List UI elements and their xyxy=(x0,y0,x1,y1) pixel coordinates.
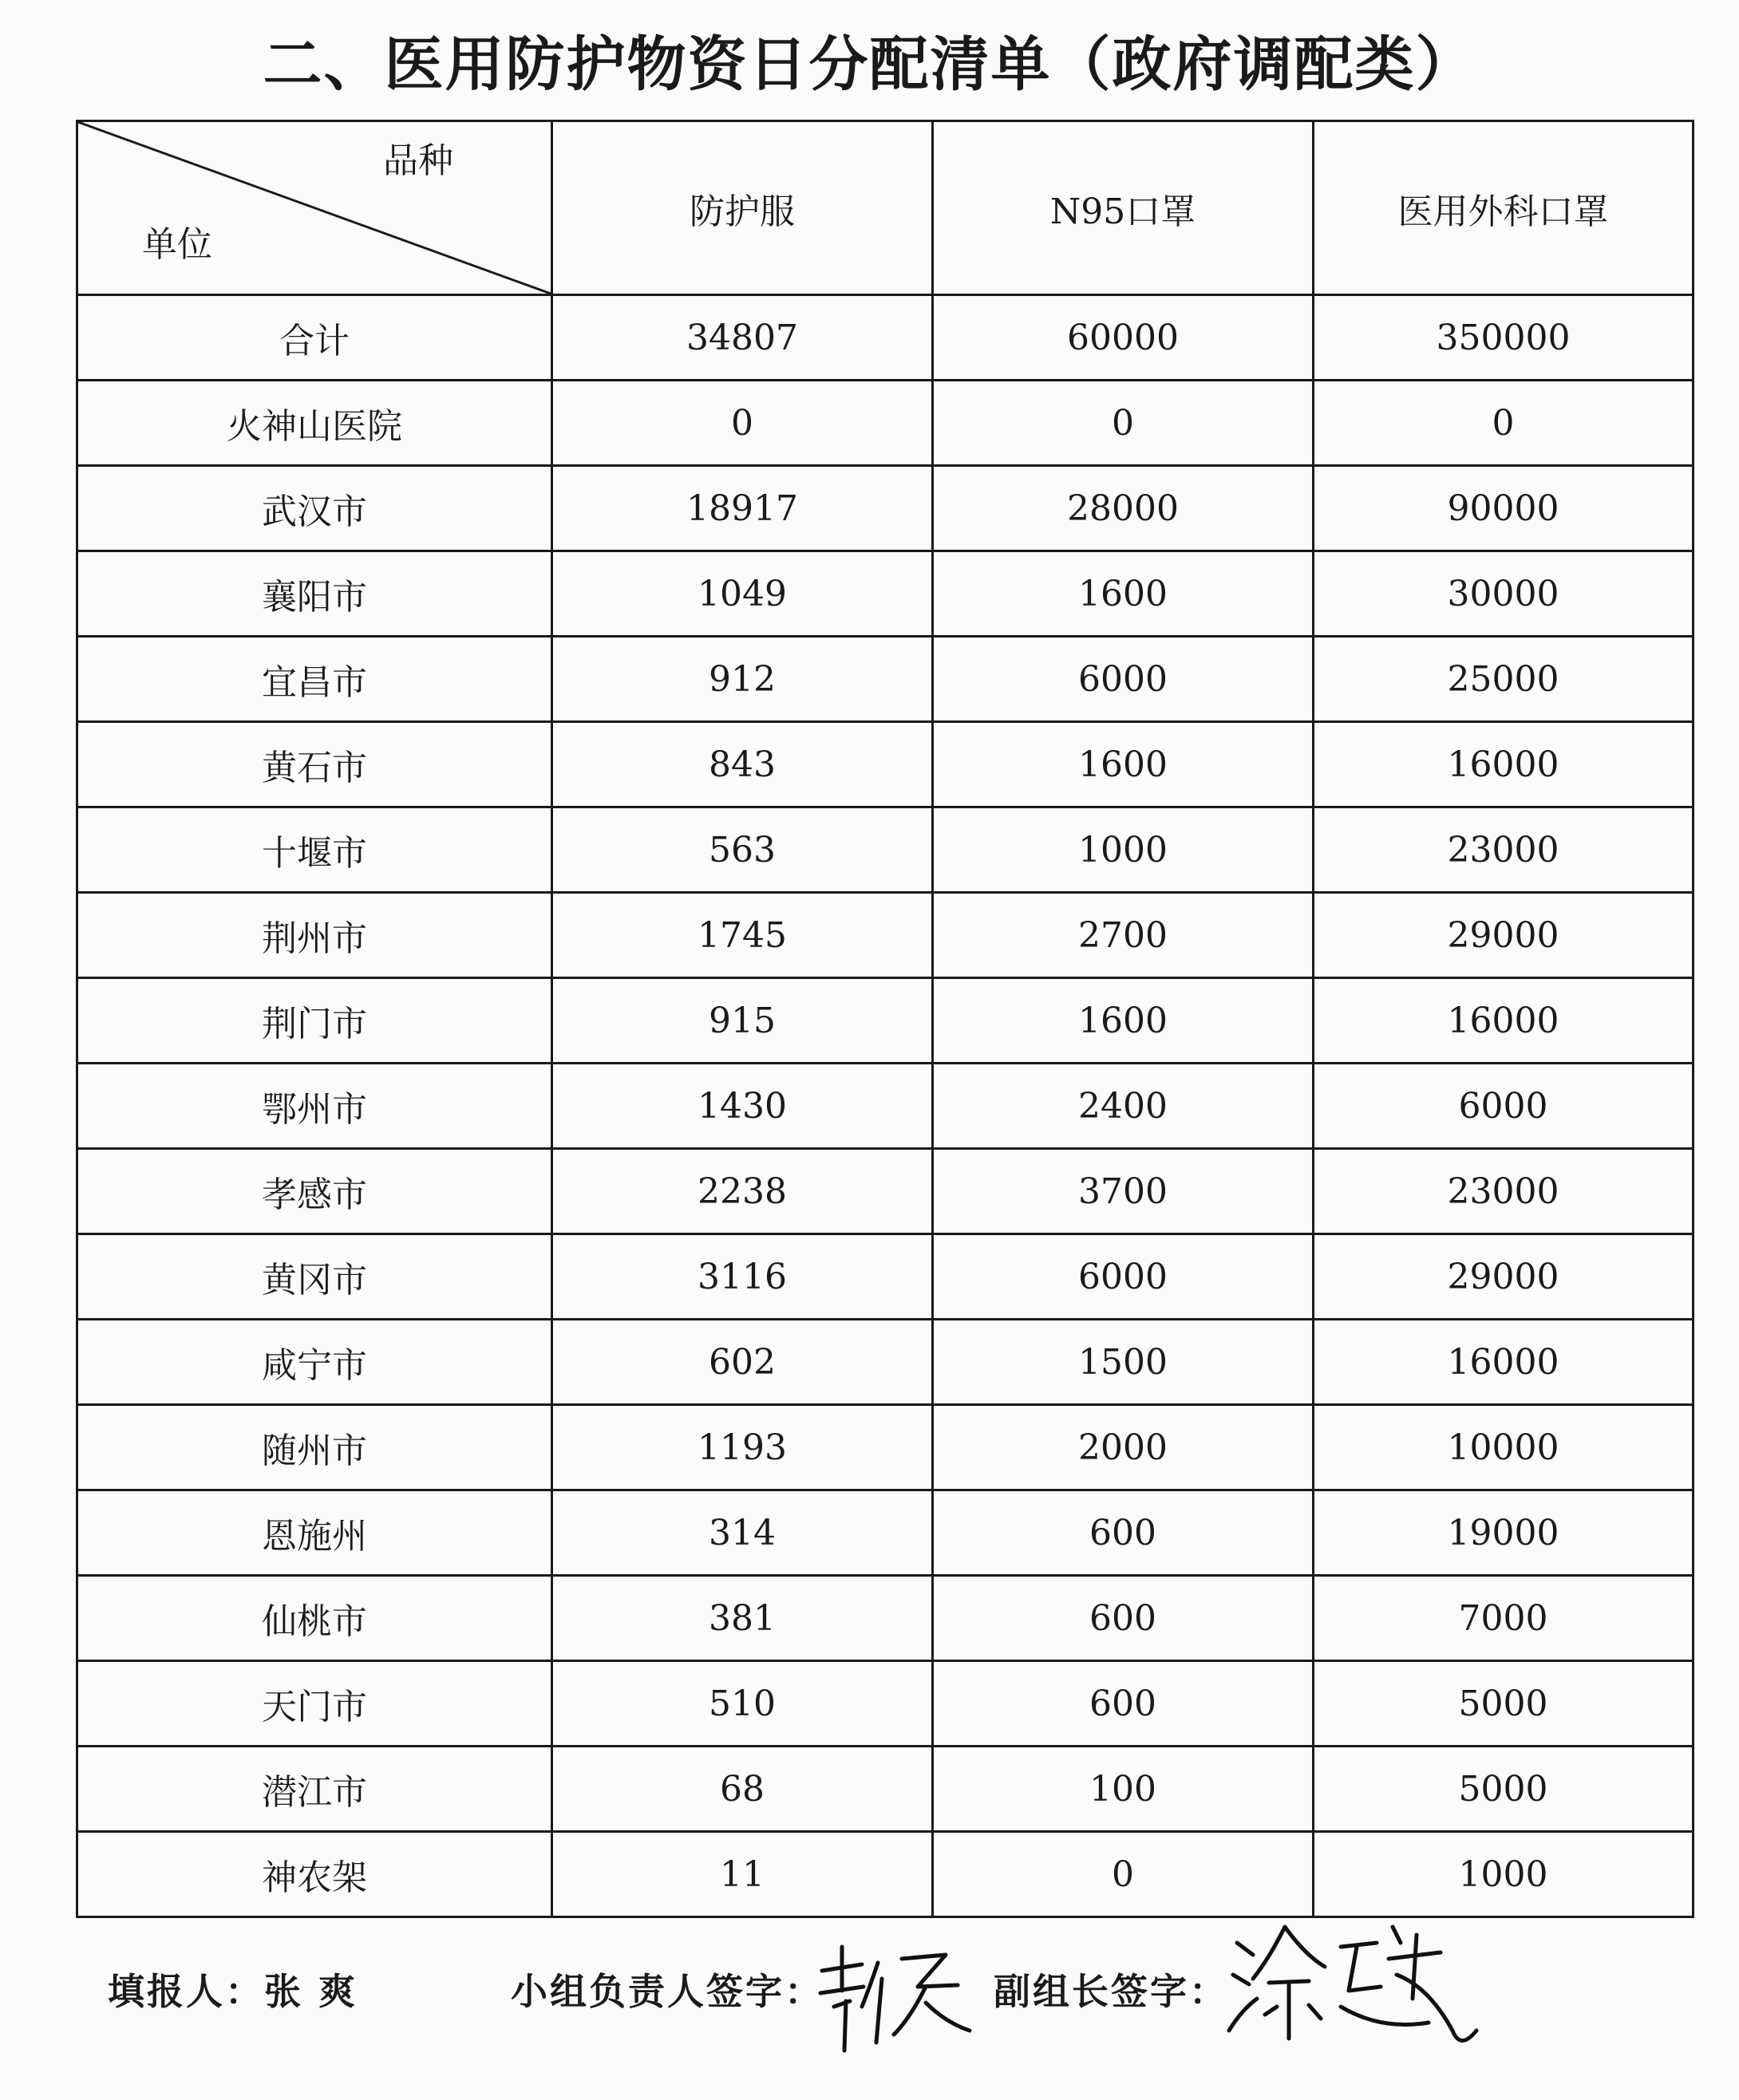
table-row xyxy=(77,1234,1694,1320)
value-cell: 563 xyxy=(552,807,933,893)
value-cell: 34807 xyxy=(552,295,933,381)
value-cell: 19000 xyxy=(1314,1490,1694,1576)
unit-cell: 鄂州市 xyxy=(77,1064,552,1149)
value-cell: 2238 xyxy=(552,1149,933,1234)
value-cell: 100 xyxy=(933,1747,1314,1832)
value-cell: 1500 xyxy=(933,1320,1314,1405)
value-cell: 0 xyxy=(933,1832,1314,1917)
value-cell: 18917 xyxy=(552,466,933,551)
value-cell: 29000 xyxy=(1314,893,1694,978)
unit-cell: 襄阳市 xyxy=(77,551,552,637)
value-cell: 602 xyxy=(552,1320,933,1405)
allocation-table xyxy=(76,120,1694,1918)
header-unit-label: 单位 xyxy=(142,224,212,265)
leader-signature xyxy=(806,1931,990,2059)
value-cell: 0 xyxy=(933,381,1314,466)
header-corner-cell xyxy=(77,121,552,295)
unit-cell: 黄石市 xyxy=(77,722,552,807)
table-row xyxy=(77,893,1694,978)
unit-cell: 恩施州 xyxy=(77,1490,552,1576)
unit-cell: 天门市 xyxy=(77,1661,552,1747)
value-cell: 6000 xyxy=(933,637,1314,722)
value-cell: 5000 xyxy=(1314,1747,1694,1832)
value-cell: 30000 xyxy=(1314,551,1694,637)
value-cell: 16000 xyxy=(1314,722,1694,807)
column-header-protective-suit: 防护服 xyxy=(552,121,933,295)
unit-cell: 合计 xyxy=(77,295,552,381)
column-header-surgical-mask: 医用外科口罩 xyxy=(1314,121,1694,295)
value-cell: 60000 xyxy=(933,295,1314,381)
filler-info: 填报人：张 爽 xyxy=(108,1970,358,2013)
value-cell: 912 xyxy=(552,637,933,722)
value-cell: 510 xyxy=(552,1661,933,1747)
diagonal-line xyxy=(78,122,551,294)
value-cell: 16000 xyxy=(1314,978,1694,1064)
value-cell: 7000 xyxy=(1314,1576,1694,1661)
value-cell: 6000 xyxy=(933,1234,1314,1320)
value-cell: 1000 xyxy=(933,807,1314,893)
unit-cell: 荆州市 xyxy=(77,893,552,978)
value-cell: 600 xyxy=(933,1490,1314,1576)
value-cell: 1600 xyxy=(933,551,1314,637)
value-cell: 1745 xyxy=(552,893,933,978)
value-cell: 1600 xyxy=(933,722,1314,807)
table-row xyxy=(77,1405,1694,1490)
value-cell: 0 xyxy=(552,381,933,466)
header-row xyxy=(77,121,1694,295)
unit-cell: 随州市 xyxy=(77,1405,552,1490)
table-row xyxy=(77,1320,1694,1405)
value-cell: 1430 xyxy=(552,1064,933,1149)
value-cell: 28000 xyxy=(933,466,1314,551)
value-cell: 6000 xyxy=(1314,1064,1694,1149)
table-row xyxy=(77,1747,1694,1832)
deputy-signature xyxy=(1221,1911,1484,2070)
value-cell: 915 xyxy=(552,978,933,1064)
value-cell: 68 xyxy=(552,1747,933,1832)
value-cell: 3116 xyxy=(552,1234,933,1320)
unit-cell: 宜昌市 xyxy=(77,637,552,722)
value-cell: 843 xyxy=(552,722,933,807)
table-row xyxy=(77,1576,1694,1661)
unit-cell: 黄冈市 xyxy=(77,1234,552,1320)
value-cell: 1000 xyxy=(1314,1832,1694,1917)
leader-sign-label: 小组负责人签字： xyxy=(511,1970,824,2013)
value-cell: 29000 xyxy=(1314,1234,1694,1320)
table-row xyxy=(77,1490,1694,1576)
unit-cell: 十堰市 xyxy=(77,807,552,893)
value-cell: 2700 xyxy=(933,893,1314,978)
unit-cell: 仙桃市 xyxy=(77,1576,552,1661)
unit-cell: 荆门市 xyxy=(77,978,552,1064)
column-header-n95-mask: N95口罩 xyxy=(933,121,1314,295)
value-cell: 3700 xyxy=(933,1149,1314,1234)
value-cell: 16000 xyxy=(1314,1320,1694,1405)
unit-cell: 武汉市 xyxy=(77,466,552,551)
value-cell: 90000 xyxy=(1314,466,1694,551)
table-row xyxy=(77,295,1694,381)
value-cell: 1193 xyxy=(552,1405,933,1490)
value-cell: 381 xyxy=(552,1576,933,1661)
table-row xyxy=(77,551,1694,637)
table-row xyxy=(77,978,1694,1064)
unit-cell: 火神山医院 xyxy=(77,381,552,466)
value-cell: 2000 xyxy=(933,1405,1314,1490)
table-row xyxy=(77,1064,1694,1149)
table-row xyxy=(77,466,1694,551)
unit-cell: 咸宁市 xyxy=(77,1320,552,1405)
table-row xyxy=(77,1149,1694,1234)
unit-cell: 潜江市 xyxy=(77,1747,552,1832)
table-row xyxy=(77,722,1694,807)
unit-cell: 孝感市 xyxy=(77,1149,552,1234)
value-cell: 314 xyxy=(552,1490,933,1576)
value-cell: 11 xyxy=(552,1832,933,1917)
unit-cell: 神农架 xyxy=(77,1832,552,1917)
table-row xyxy=(77,1661,1694,1747)
value-cell: 23000 xyxy=(1314,807,1694,893)
value-cell: 350000 xyxy=(1314,295,1694,381)
value-cell: 600 xyxy=(933,1576,1314,1661)
deputy-sign-label: 副组长签字： xyxy=(994,1970,1228,2013)
value-cell: 5000 xyxy=(1314,1661,1694,1747)
header-variety-label: 品种 xyxy=(383,140,453,181)
value-cell: 600 xyxy=(933,1661,1314,1747)
table-row xyxy=(77,807,1694,893)
table-row xyxy=(77,637,1694,722)
value-cell: 23000 xyxy=(1314,1149,1694,1234)
value-cell: 0 xyxy=(1314,381,1694,466)
value-cell: 10000 xyxy=(1314,1405,1694,1490)
table-row xyxy=(77,1832,1694,1917)
value-cell: 1049 xyxy=(552,551,933,637)
value-cell: 2400 xyxy=(933,1064,1314,1149)
value-cell: 1600 xyxy=(933,978,1314,1064)
page-title: 二、医用防护物资日分配清单（政府调配类） xyxy=(263,30,1476,99)
value-cell: 25000 xyxy=(1314,637,1694,722)
table-row xyxy=(77,381,1694,466)
